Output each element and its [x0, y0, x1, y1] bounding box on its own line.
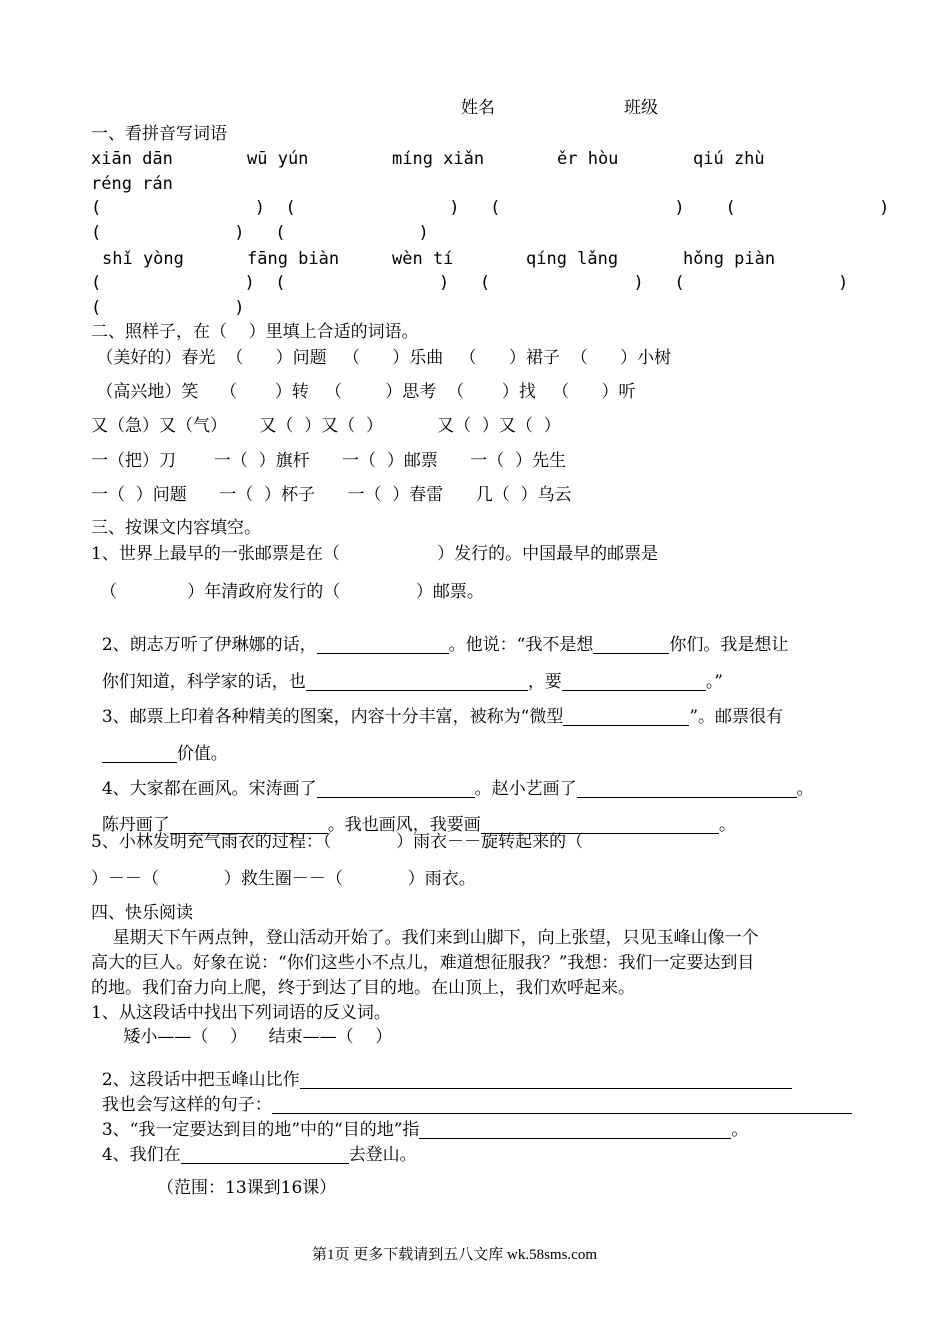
blank-line[interactable]	[317, 636, 449, 654]
blank-line[interactable]	[562, 673, 706, 691]
reading-question-1: 1、从这段话中找出下列词语的反义词。	[91, 1003, 391, 1023]
pinyin-item: wū yún	[247, 149, 309, 169]
fill-row[interactable]: （美好的）春光 （ ）问题 （ ）乐曲 （ ）裙子 （ ）小树	[91, 348, 672, 368]
text-segment: 。”	[705, 672, 724, 692]
fill-row[interactable]: 又（急）又（气） 又（ ）又（ ） 又（ ）又（ ）	[91, 416, 561, 436]
text-segment: 价值。	[176, 744, 228, 764]
blank-line[interactable]	[419, 1121, 731, 1139]
answer-brackets[interactable]: ( )	[91, 298, 245, 318]
reading-question-4	[91, 1129, 417, 1164]
blank-line[interactable]	[563, 708, 689, 726]
blank-line[interactable]	[593, 636, 669, 654]
blank-line[interactable]	[317, 780, 475, 798]
text-segment: 我也会写这样的句子：	[101, 1095, 272, 1115]
text-segment: 陈丹画了	[101, 815, 170, 835]
section2-title: 二、照样子，在（ ）里填上合适的词语。	[91, 322, 419, 342]
pinyin-item: qiú zhù	[693, 149, 765, 169]
text-segment: 3、邮票上印着各种精美的图案，内容十分丰富，被称为“微型	[101, 707, 564, 727]
fill-row[interactable]: 一（把）刀 一（ ）旗杆 一（ ）邮票 一（ ）先生	[91, 451, 567, 471]
name-label: 姓名	[461, 98, 495, 118]
reading-paragraph: 高大的巨人。好象在说：“你们这些小不点儿，难道想征服我？”我想：我们一定要达到目	[91, 953, 755, 973]
text-segment: 。他说：“我不是想	[448, 635, 594, 655]
question-1-line-1[interactable]: 1、世界上最早的一张邮票是在（ ）发行的。中国最早的邮票是	[91, 544, 659, 564]
text-segment: 。我也画风，我要画	[327, 815, 481, 835]
answer-brackets[interactable]: ( ) ( )	[91, 223, 429, 243]
pinyin-item: wèn tí	[392, 249, 454, 269]
text-segment: 4、我们在	[101, 1145, 181, 1165]
reading-paragraph: 星期天下午两点钟，登山活动开始了。我们来到山脚下，向上张望，只见玉峰山像一个	[91, 928, 759, 948]
section1-title: 一、看拼音写词语	[91, 124, 227, 144]
blank-line[interactable]	[577, 780, 797, 798]
text-segment: ”。邮票很有	[689, 707, 784, 727]
pinyin-item: shǐ yòng	[102, 249, 184, 269]
text-segment: 。	[731, 1120, 749, 1140]
question-4-line-1	[91, 763, 814, 798]
pinyin-item: réng rán	[91, 174, 173, 194]
reading-question-1-items[interactable]: 矮小——（ ） 结束——（ ）	[91, 1027, 393, 1047]
text-segment: 2、朗志万听了伊琳娜的话，	[101, 635, 317, 655]
class-label: 班级	[624, 98, 658, 118]
question-2-line-2	[91, 656, 723, 691]
pinyin-item: ěr hòu	[557, 149, 619, 169]
text-segment: ，要	[527, 672, 562, 692]
question-5-line-1[interactable]: 5、小林发明充气雨衣的过程：（ ）雨衣－－旋转起来的（	[91, 832, 584, 852]
text-segment: 3、“我一定要达到目的地”中的“目的地”指	[101, 1120, 420, 1140]
pinyin-item: míng xiǎn	[392, 149, 485, 169]
question-1-line-2[interactable]: （ ）年清政府发行的（ ）邮票。	[100, 582, 484, 602]
text-segment: 去登山。	[348, 1145, 417, 1165]
question-3-line-2	[91, 728, 228, 763]
fill-row[interactable]: 一（ ）问题 一（ ）杯子 一（ ）春雷 几（ ）乌云	[91, 485, 572, 505]
section4-title: 四、快乐阅读	[91, 903, 193, 923]
question-2-line-1	[91, 619, 788, 654]
text-segment: 4、大家都在画风。宋涛画了	[101, 779, 317, 799]
pinyin-item: xiān dān	[91, 149, 173, 169]
text-segment: 你们。我是想让	[669, 635, 789, 655]
question-5-line-2[interactable]: ）－－（ ）救生圈－－（ ）雨衣。	[91, 869, 476, 889]
blank-line[interactable]	[181, 1146, 349, 1164]
text-segment: 。	[718, 815, 736, 835]
pinyin-item: qíng lǎng	[526, 249, 619, 269]
text-segment: 2、这段话中把玉峰山比作	[101, 1070, 300, 1090]
blank-line[interactable]	[102, 745, 177, 763]
text-segment: 。	[796, 779, 814, 799]
fill-row[interactable]: （高兴地）笑 （ ）转 （ ）思考 （ ）找 （ ）听	[91, 382, 636, 402]
question-4-line-2	[91, 799, 736, 834]
pinyin-item: fāng biàn	[247, 249, 340, 269]
pinyin-item: hǒng piàn	[683, 249, 776, 269]
section3-title: 三、按课文内容填空。	[91, 518, 261, 538]
question-3-line-1	[91, 691, 783, 726]
answer-brackets[interactable]: ( ) ( ) ( ) ( )	[91, 198, 890, 218]
text-segment: 。赵小艺画了	[474, 779, 577, 799]
scope-note: （范围：13课到16课）	[157, 1178, 337, 1198]
text-segment: 你们知道，科学家的话，也	[101, 672, 306, 692]
reading-paragraph: 的地。我们奋力向上爬，终于到达了目的地。在山顶上，我们欢呼起来。	[91, 978, 635, 998]
blank-line[interactable]	[306, 673, 528, 691]
answer-brackets[interactable]: ( ) ( ) ( ) ( )	[91, 273, 849, 293]
page-footer: 第1页 更多下载请到五八文库 wk.58sms.com	[312, 1247, 598, 1263]
